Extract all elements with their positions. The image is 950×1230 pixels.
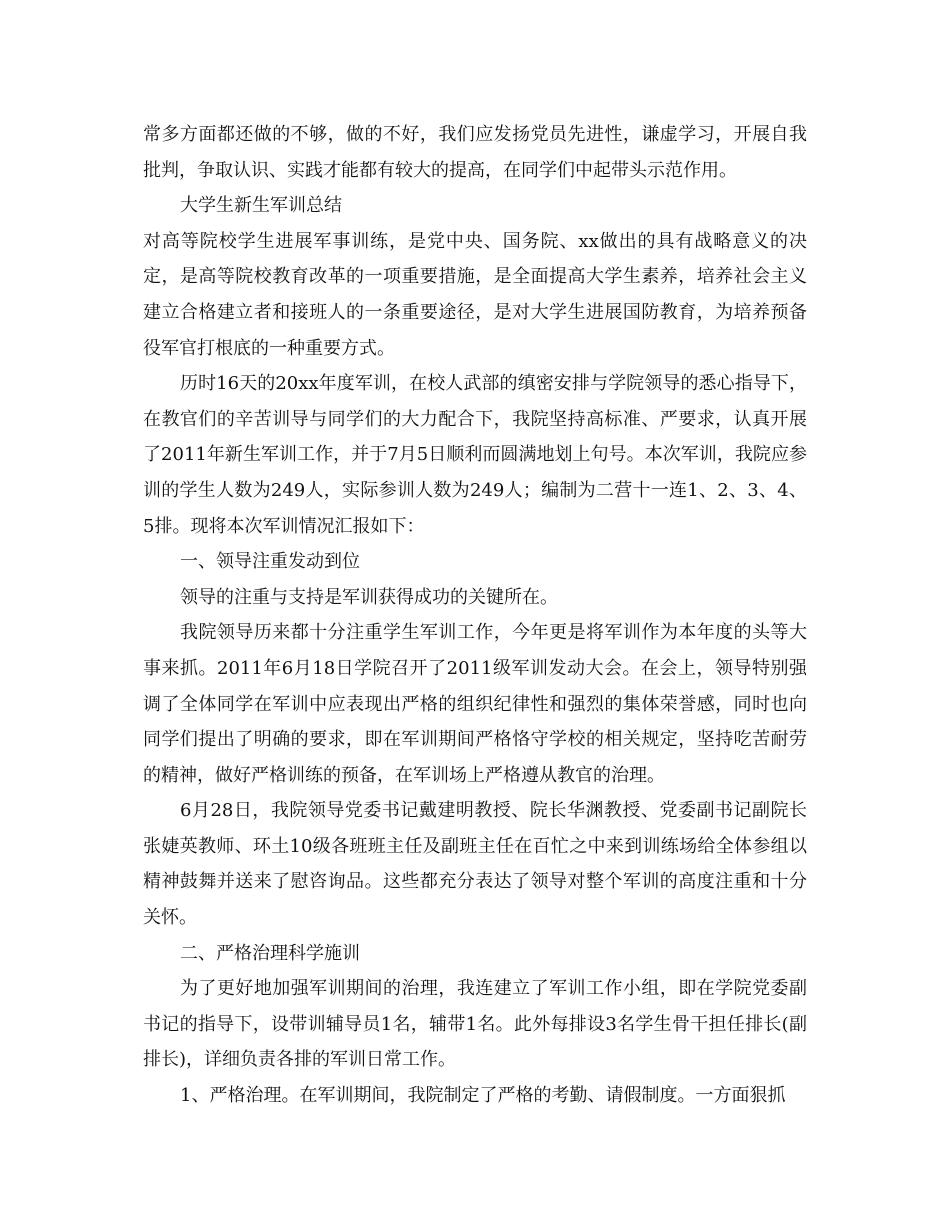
document-page [143, 117, 807, 1114]
paragraph-strict-management: 1、严格治理。在军训期间，我院制定了严格的考勤、请假制度。一方面狠抓 [180, 1085, 786, 1107]
paragraph-leadership-detail: 我院领导历来都十分注重学生军训工作，今年更是将军训作为本年度的头等大事来抓。2011年6月18日学院召开了2011级军训发动大会。在会上，领导特别强调了全体同学在军训中应表现出严格的组织纪律性和强烈的集体荣誉感，同时也向同学们提出了明确的要求，即在军训期间严格恪守学校的相关规定，坚持吃苦耐劳的精神，做好严格训练的预备，在军训场上严格遵从教官的治理。 [143, 622, 807, 786]
heading-leadership: 一、领导注重发动到位 [180, 551, 360, 573]
paragraph-intro: 对高等院校学生进展军事训练，是党中央、国务院、xx做出的具有战略意义的决定，是高等院校教育改革的一项重要措施，是全面提高大学生素养，培养社会主义建立合格建立者和接班人的一条重要途径，是对大学生进展国防教育，为培养预备役军官打根底的一种重要方式。 [143, 230, 807, 359]
section-title: 大学生新生军训总结 [180, 195, 342, 217]
paragraph-visit: 6月28日，我院领导党委书记戴建明教授、院长华渊教授、党委副书记副院长张婕英教师、环土10级各班班主任及副班主任在百忙之中来到训练场给全体参组以精神鼓舞并送来了慰咨询品。这些都充分表达了领导对整个军训的高度注重和十分关怀。 [143, 800, 807, 929]
paragraph-overview: 历时16天的20xx年度军训，在校人武部的缜密安排与学院领导的悉心指导下，在教官们的辛苦训导与同学们的大力配合下，我院坚持高标准、严要求，认真开展了2011年新生军训工作，并于7月5日顺利而圆满地划上句号。本次军训，我院应参训的学生人数为249人，实际参训人数为249人；编制为二营十一连1、2、3、4、5排。现将本次军训情况汇报如下： [143, 373, 807, 537]
heading-management: 二、严格治理科学施训 [180, 942, 360, 964]
paragraph-leadership-key: 领导的注重与支持是军训获得成功的关键所在。 [180, 586, 558, 608]
paragraph-continuation: 常多方面都还做的不够，做的不好，我们应发扬党员先进性，谦虚学习，开展自我批判，争取认识、实践才能都有较大的提高，在同学们中起带头示范作用。 [143, 124, 807, 181]
paragraph-management: 为了更好地加强军训期间的治理，我连建立了军训工作小组，即在学院党委副书记的指导下，设带训辅导员1名，辅带1名。此外每排设3名学生骨干担任排长(副排长)，详细负责各排的军训日常工作。 [143, 978, 807, 1071]
